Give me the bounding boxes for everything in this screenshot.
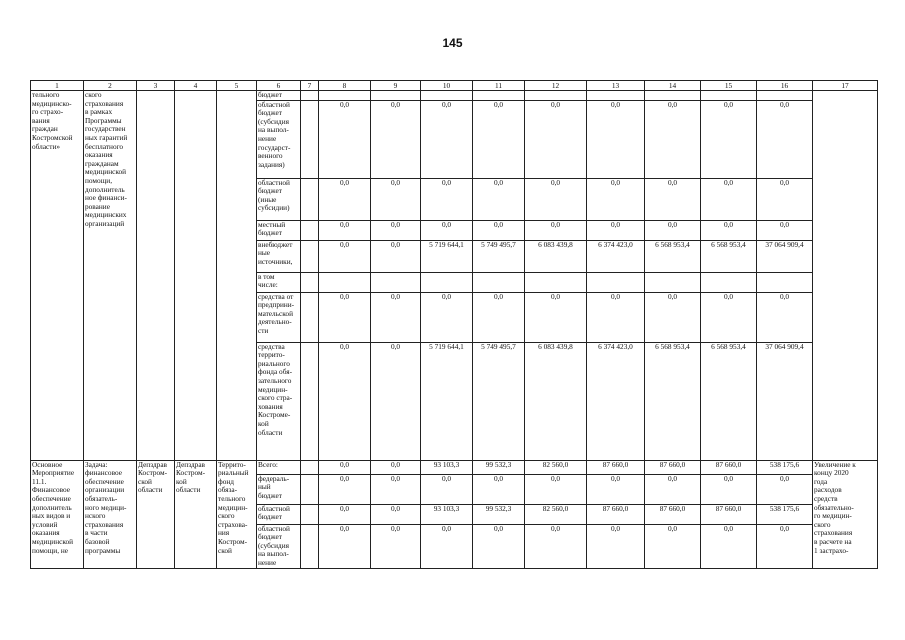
funding-source-cell: местный бюджет <box>257 220 301 240</box>
value-cell: 87 660,0 <box>587 504 645 524</box>
code-cell <box>301 91 319 101</box>
value-cell <box>371 272 421 292</box>
value-cell: 0,0 <box>525 100 587 178</box>
executor-cell <box>137 91 175 461</box>
value-cell: 0,0 <box>371 342 421 460</box>
expected-result-cell <box>813 91 878 461</box>
value-cell: 0,0 <box>701 524 757 568</box>
value-cell <box>319 272 371 292</box>
value-cell <box>421 272 473 292</box>
code-cell <box>301 474 319 504</box>
value-cell: 0,0 <box>587 292 645 342</box>
executor-cell: Депздрав Костром- ской области <box>137 460 175 568</box>
value-cell: 99 532,3 <box>473 504 525 524</box>
funding-source-cell: областной бюджет (иные субсидии) <box>257 178 301 220</box>
value-cell: 0,0 <box>421 100 473 178</box>
value-cell <box>371 91 421 101</box>
value-cell: 0,0 <box>645 100 701 178</box>
table-row <box>31 460 878 474</box>
funding-source-cell: средства от предприни- мательской деятельно- сти <box>257 292 301 342</box>
value-cell: 0,0 <box>587 220 645 240</box>
code-cell <box>301 460 319 474</box>
value-cell: 5 749 495,7 <box>473 240 525 272</box>
value-cell: 0,0 <box>645 178 701 220</box>
value-cell: 0,0 <box>757 220 813 240</box>
value-cell <box>757 91 813 101</box>
column-number: 9 <box>371 81 421 91</box>
value-cell: 6 568 953,4 <box>701 342 757 460</box>
value-cell <box>645 91 701 101</box>
value-cell: 37 064 909,4 <box>757 240 813 272</box>
value-cell: 0,0 <box>701 292 757 342</box>
value-cell: 0,0 <box>319 460 371 474</box>
coexecutor-cell: Депздрав Костром- кой области <box>175 460 217 568</box>
value-cell: 0,0 <box>701 220 757 240</box>
code-cell <box>301 178 319 220</box>
value-cell: 0,0 <box>319 178 371 220</box>
column-number: 11 <box>473 81 525 91</box>
value-cell: 0,0 <box>587 474 645 504</box>
column-number: 1 <box>31 81 84 91</box>
value-cell: 82 560,0 <box>525 504 587 524</box>
funding-source-cell: областной бюджет <box>257 504 301 524</box>
funding-source-cell: областной бюджет (субсидия на выпол- нение государст- венного задания) <box>257 100 301 178</box>
value-cell: 0,0 <box>319 100 371 178</box>
column-number: 2 <box>84 81 137 91</box>
value-cell <box>525 272 587 292</box>
column-number: 8 <box>319 81 371 91</box>
value-cell: 0,0 <box>421 220 473 240</box>
funding-source-cell: внебюджет ные источники, <box>257 240 301 272</box>
code-cell <box>301 240 319 272</box>
value-cell: 0,0 <box>525 524 587 568</box>
code-cell <box>301 272 319 292</box>
column-number: 10 <box>421 81 473 91</box>
value-cell: 0,0 <box>319 474 371 504</box>
value-cell: 93 103,3 <box>421 460 473 474</box>
task-cell: ского страхования в рамках Программы государствен ных гарантий бесплатного оказания гражданам медицинской помощи, дополнитель ное финанси- рование медицинских организаций <box>84 91 137 461</box>
value-cell <box>473 91 525 101</box>
participant-cell <box>217 91 257 461</box>
column-number: 7 <box>301 81 319 91</box>
column-number: 5 <box>217 81 257 91</box>
value-cell: 0,0 <box>421 524 473 568</box>
value-cell <box>319 91 371 101</box>
value-cell <box>701 91 757 101</box>
task-cell: Задача: финансовое обеспечение организации обязатель- ного медици- нского страхования в части базовой программы <box>84 460 137 568</box>
value-cell: 0,0 <box>371 460 421 474</box>
value-cell <box>645 272 701 292</box>
value-cell: 82 560,0 <box>525 460 587 474</box>
column-number: 17 <box>813 81 878 91</box>
value-cell: 93 103,3 <box>421 504 473 524</box>
value-cell <box>473 272 525 292</box>
value-cell: 87 660,0 <box>645 460 701 474</box>
value-cell: 0,0 <box>645 220 701 240</box>
value-cell: 5 719 644,1 <box>421 342 473 460</box>
value-cell: 0,0 <box>757 524 813 568</box>
value-cell: 0,0 <box>473 474 525 504</box>
value-cell: 0,0 <box>645 292 701 342</box>
value-cell: 0,0 <box>319 292 371 342</box>
value-cell: 6 374 423,0 <box>587 240 645 272</box>
value-cell <box>421 91 473 101</box>
funding-source-cell: средства террито- риального фонда обя- зательного медицин- ского стра- хования Костроме- кой области <box>257 342 301 460</box>
value-cell: 0,0 <box>645 474 701 504</box>
value-cell: 87 660,0 <box>701 504 757 524</box>
value-cell: 0,0 <box>757 292 813 342</box>
value-cell: 87 660,0 <box>587 460 645 474</box>
value-cell: 87 660,0 <box>645 504 701 524</box>
code-cell <box>301 220 319 240</box>
value-cell: 0,0 <box>371 220 421 240</box>
column-number: 12 <box>525 81 587 91</box>
column-number: 6 <box>257 81 301 91</box>
value-cell: 0,0 <box>371 100 421 178</box>
coexecutor-cell <box>175 91 217 461</box>
value-cell <box>525 91 587 101</box>
code-cell <box>301 292 319 342</box>
code-cell <box>301 524 319 568</box>
value-cell: 0,0 <box>757 178 813 220</box>
value-cell: 0,0 <box>587 178 645 220</box>
value-cell: 0,0 <box>473 524 525 568</box>
value-cell <box>587 272 645 292</box>
participant-cell: Террито- риальный фонд обяза- тельного медицин- ского страхова- ния Костром- ской <box>217 460 257 568</box>
value-cell: 0,0 <box>473 292 525 342</box>
value-cell: 6 568 953,4 <box>701 240 757 272</box>
value-cell: 0,0 <box>473 220 525 240</box>
activity-name-cell: Основное Мероприятие 11.1. Финансовое обеспечение дополнитель ных видов и условий оказания медицинской помощи, не <box>31 460 84 568</box>
value-cell: 0,0 <box>319 220 371 240</box>
funding-source-cell: федераль- ный бюджет <box>257 474 301 504</box>
value-cell: 0,0 <box>701 100 757 178</box>
value-cell: 6 568 953,4 <box>645 342 701 460</box>
value-cell: 87 660,0 <box>701 460 757 474</box>
value-cell <box>701 272 757 292</box>
value-cell: 0,0 <box>319 240 371 272</box>
value-cell: 0,0 <box>421 292 473 342</box>
column-number: 14 <box>645 81 701 91</box>
value-cell: 5 719 644,1 <box>421 240 473 272</box>
value-cell: 538 175,6 <box>757 460 813 474</box>
value-cell: 0,0 <box>701 474 757 504</box>
value-cell: 0,0 <box>473 178 525 220</box>
value-cell: 0,0 <box>587 100 645 178</box>
activity-name-cell: тельного медицинско- го страхо- вания граждан Костромской области» <box>31 91 84 461</box>
funding-source-cell: в том числе: <box>257 272 301 292</box>
page-number: 145 <box>442 36 463 50</box>
value-cell: 0,0 <box>319 342 371 460</box>
value-cell: 0,0 <box>757 474 813 504</box>
value-cell: 0,0 <box>319 504 371 524</box>
funding-source-cell: областной бюджет (субсидия на выпол- нение <box>257 524 301 568</box>
funding-source-cell: Всего: <box>257 460 301 474</box>
column-number: 4 <box>175 81 217 91</box>
column-number: 15 <box>701 81 757 91</box>
funding-source-cell: бюджет <box>257 91 301 101</box>
column-number-row <box>31 81 878 91</box>
value-cell: 0,0 <box>319 524 371 568</box>
value-cell: 0,0 <box>473 100 525 178</box>
budget-table <box>30 80 878 569</box>
value-cell: 538 175,6 <box>757 504 813 524</box>
table-row <box>31 91 878 101</box>
value-cell: 0,0 <box>421 178 473 220</box>
value-cell <box>757 272 813 292</box>
code-cell <box>301 100 319 178</box>
code-cell <box>301 342 319 460</box>
column-number: 13 <box>587 81 645 91</box>
value-cell: 0,0 <box>525 178 587 220</box>
value-cell: 0,0 <box>525 220 587 240</box>
code-cell <box>301 504 319 524</box>
value-cell: 0,0 <box>371 292 421 342</box>
value-cell: 6 083 439,8 <box>525 342 587 460</box>
value-cell: 0,0 <box>371 178 421 220</box>
value-cell: 0,0 <box>371 474 421 504</box>
column-number: 16 <box>757 81 813 91</box>
value-cell: 0,0 <box>371 240 421 272</box>
value-cell: 0,0 <box>525 474 587 504</box>
value-cell: 37 064 909,4 <box>757 342 813 460</box>
column-number: 3 <box>137 81 175 91</box>
value-cell: 0,0 <box>371 524 421 568</box>
value-cell: 0,0 <box>421 474 473 504</box>
value-cell: 5 749 495,7 <box>473 342 525 460</box>
value-cell: 6 083 439,8 <box>525 240 587 272</box>
value-cell: 0,0 <box>701 178 757 220</box>
value-cell: 0,0 <box>371 504 421 524</box>
expected-result-cell: Увеличение к концу 2020 года расходов средств обязательно- го медицин- ского страхования в расчете на 1 застрахо- <box>813 460 878 568</box>
value-cell: 0,0 <box>757 100 813 178</box>
value-cell: 0,0 <box>587 524 645 568</box>
value-cell: 0,0 <box>525 292 587 342</box>
value-cell: 6 568 953,4 <box>645 240 701 272</box>
value-cell: 0,0 <box>645 524 701 568</box>
value-cell <box>587 91 645 101</box>
value-cell: 6 374 423,0 <box>587 342 645 460</box>
value-cell: 99 532,3 <box>473 460 525 474</box>
